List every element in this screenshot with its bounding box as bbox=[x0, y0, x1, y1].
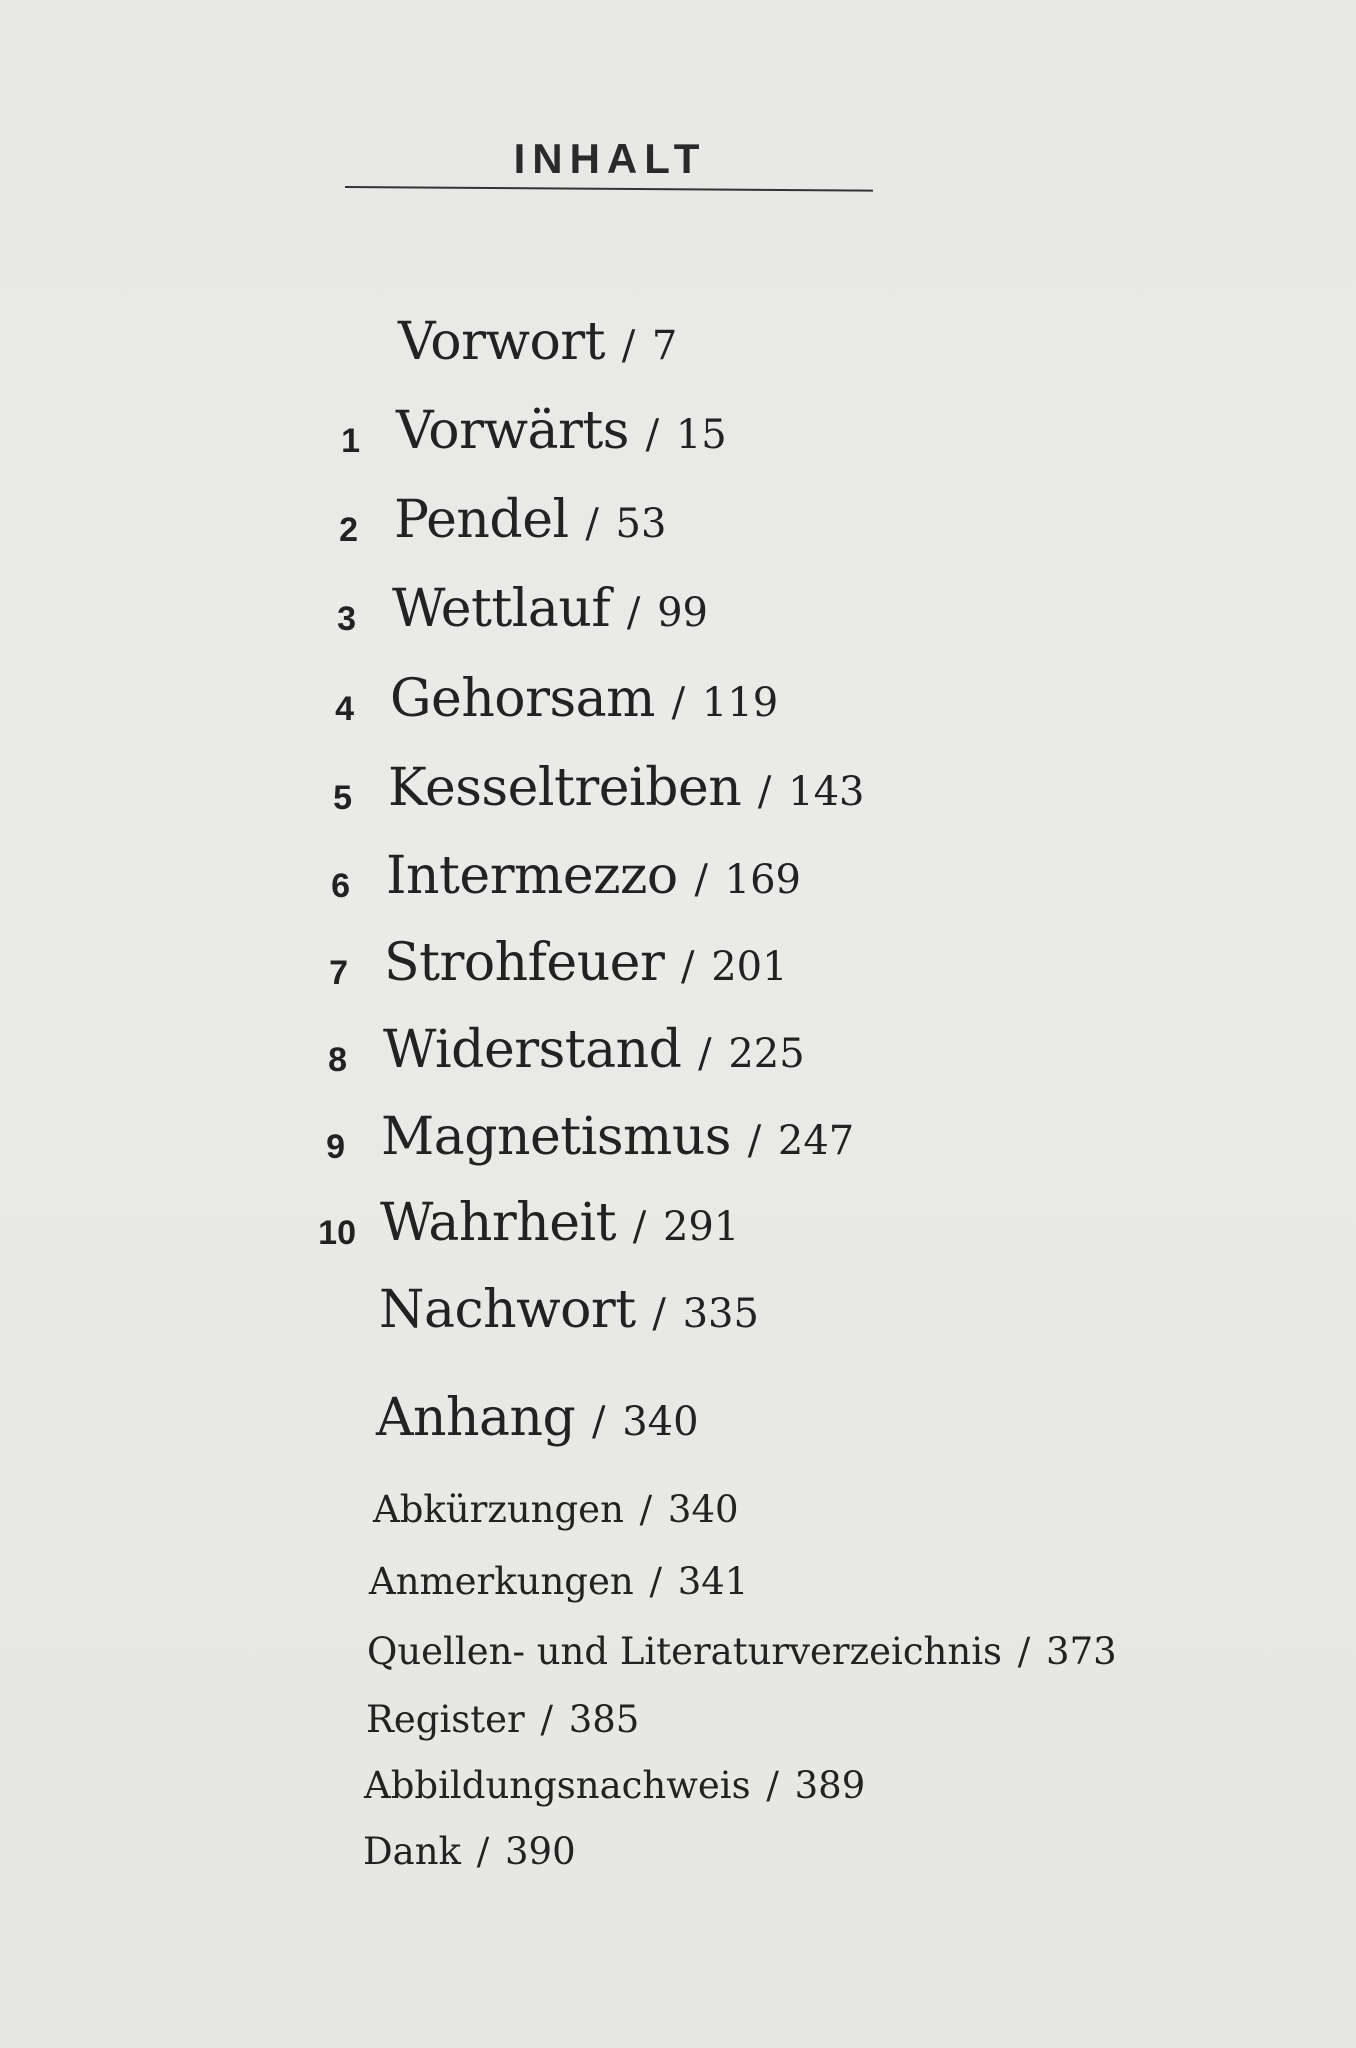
entry-page: 201 bbox=[711, 944, 788, 990]
entry-page: 340 bbox=[622, 1399, 699, 1445]
entry-page: 291 bbox=[662, 1204, 740, 1250]
entry-separator: / bbox=[464, 1830, 501, 1873]
entry-separator: / bbox=[658, 680, 698, 726]
entry-title: Abbildungsnachweis bbox=[364, 1764, 751, 1807]
toc-entry bbox=[376, 1388, 699, 1448]
entry-separator: / bbox=[637, 1560, 674, 1603]
entry-title: Dank bbox=[363, 1830, 461, 1873]
entry-page: 7 bbox=[651, 323, 678, 369]
entry-title: Anmerkungen bbox=[369, 1560, 634, 1603]
chapter-number: 10 bbox=[318, 1214, 356, 1252]
entry-title: Gehorsam bbox=[390, 669, 655, 729]
toc-entry bbox=[394, 490, 666, 550]
chapter-number: 6 bbox=[331, 867, 350, 905]
toc-entry bbox=[398, 312, 677, 372]
entry-page: 53 bbox=[615, 501, 667, 547]
entry-separator: / bbox=[620, 1204, 659, 1250]
toc-entry bbox=[386, 846, 801, 906]
toc-entry bbox=[383, 1020, 805, 1080]
entry-title: Widerstand bbox=[383, 1020, 682, 1080]
toc-entry bbox=[380, 1193, 739, 1253]
entry-separator: / bbox=[754, 1764, 791, 1807]
chapter-number: 7 bbox=[329, 954, 348, 992]
entry-page: 169 bbox=[724, 857, 802, 903]
entry-title: Vorwärts bbox=[396, 401, 629, 461]
chapter-number: 5 bbox=[333, 779, 352, 817]
entry-separator: / bbox=[1006, 1630, 1043, 1673]
entry-title: Intermezzo bbox=[386, 846, 678, 906]
entry-title: Vorwort bbox=[398, 312, 606, 372]
entry-page: 143 bbox=[788, 769, 865, 815]
chapter-number: 9 bbox=[326, 1128, 345, 1166]
entry-separator: / bbox=[639, 1291, 679, 1337]
toc-entry bbox=[396, 401, 727, 461]
entry-separator: / bbox=[609, 323, 648, 369]
entry-page: 340 bbox=[667, 1488, 739, 1531]
toc-entry bbox=[392, 579, 708, 639]
entry-page: 373 bbox=[1046, 1630, 1117, 1673]
entry-page: 119 bbox=[701, 680, 779, 726]
toc-entry bbox=[379, 1280, 759, 1340]
entry-separator: / bbox=[579, 1399, 619, 1445]
entry-title: Register bbox=[366, 1698, 525, 1741]
chapter-number: 1 bbox=[341, 422, 360, 460]
entry-page: 390 bbox=[504, 1830, 576, 1873]
entry-title: Kesseltreiben bbox=[388, 758, 742, 818]
entry-page: 335 bbox=[682, 1291, 759, 1337]
heading-underline bbox=[345, 186, 873, 192]
entry-title: Quellen- und Literaturverzeichnis bbox=[367, 1630, 1003, 1673]
entry-title: Magnetismus bbox=[381, 1107, 731, 1167]
toc-heading: INHALT bbox=[513, 135, 707, 182]
entry-title: Anhang bbox=[376, 1388, 576, 1448]
entry-separator: / bbox=[614, 590, 654, 636]
appendix-entry bbox=[367, 1630, 1117, 1673]
entry-separator: / bbox=[627, 1488, 664, 1531]
entry-separator: / bbox=[632, 412, 672, 458]
entry-separator: / bbox=[528, 1698, 565, 1741]
entry-separator: / bbox=[735, 1118, 774, 1164]
entry-title: Wettlauf bbox=[392, 579, 611, 639]
entry-page: 341 bbox=[677, 1560, 749, 1603]
appendix-entry bbox=[373, 1488, 739, 1531]
entry-page: 99 bbox=[657, 590, 708, 636]
toc-entry bbox=[384, 933, 788, 993]
entry-separator: / bbox=[668, 944, 708, 990]
chapter-number: 4 bbox=[335, 690, 354, 728]
entry-separator: / bbox=[685, 1031, 725, 1077]
chapter-number: 2 bbox=[339, 511, 358, 549]
appendix-entry bbox=[369, 1560, 748, 1603]
appendix-entry bbox=[364, 1764, 865, 1807]
chapter-number: 3 bbox=[337, 600, 356, 638]
entry-title: Pendel bbox=[394, 490, 569, 550]
entry-page: 247 bbox=[777, 1118, 855, 1164]
chapter-number: 8 bbox=[328, 1041, 347, 1079]
toc-entry bbox=[388, 758, 864, 818]
entry-title: Abkürzungen bbox=[373, 1488, 624, 1531]
appendix-entry bbox=[363, 1830, 576, 1873]
toc-entry bbox=[390, 669, 778, 729]
entry-page: 15 bbox=[675, 412, 727, 458]
entry-separator: / bbox=[572, 501, 612, 547]
entry-title: Wahrheit bbox=[380, 1193, 617, 1253]
entry-title: Strohfeuer bbox=[384, 933, 665, 993]
appendix-entry bbox=[366, 1698, 639, 1741]
entry-separator: / bbox=[681, 857, 721, 903]
entry-page: 385 bbox=[568, 1698, 640, 1741]
toc-entry bbox=[381, 1107, 854, 1167]
entry-separator: / bbox=[745, 769, 785, 815]
entry-page: 225 bbox=[728, 1031, 805, 1077]
entry-title: Nachwort bbox=[379, 1280, 636, 1340]
entry-page: 389 bbox=[794, 1764, 866, 1807]
